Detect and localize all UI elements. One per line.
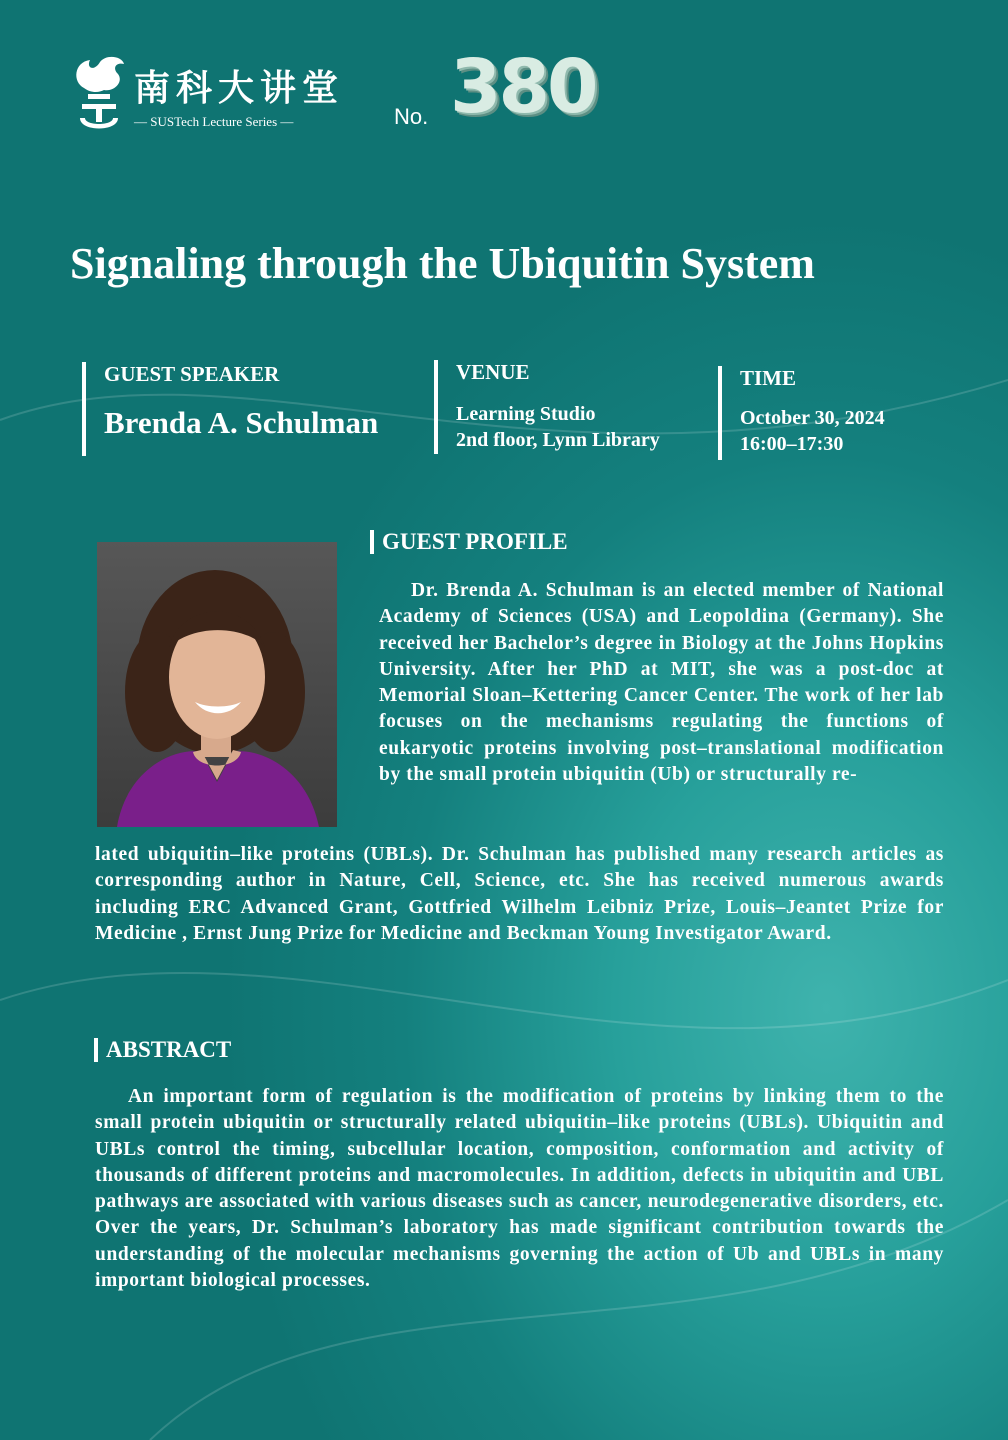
logo-english-text: — SUSTech Lecture Series — <box>134 114 294 129</box>
venue-block <box>434 360 660 454</box>
speaker-name: Brenda A. Schulman <box>104 405 379 440</box>
venue-line-1: Learning Studio <box>456 403 596 425</box>
lecture-title: Signaling through the Ubiquitin System <box>70 239 815 288</box>
speaker-block <box>82 362 378 456</box>
torch-logo-icon <box>70 52 128 136</box>
time-label: TIME <box>740 366 797 390</box>
venue-label: VENUE <box>456 360 530 384</box>
venue-line-2: 2nd floor, Lynn Library <box>456 429 660 451</box>
time-block <box>718 366 885 460</box>
logo-chinese-text: 南科大讲堂 <box>134 67 345 109</box>
lecture-number-label: No. <box>394 104 429 129</box>
header <box>70 44 670 142</box>
speaker-label: GUEST SPEAKER <box>104 362 280 386</box>
guest-profile-text-part-2: lated ubiquitin–like proteins (UBLs). Dr. Schulman has published many research articles as corresponding author in Nature, Cell, Science, etc. She has received numerous awards including ERC Advanced Grant, Gottfried Wilhelm Leibniz Prize, Louis–Jeantet Prize for Medicine , Ernst Jung Prize for Medicine and Beckman Young Investigator Award. <box>95 844 944 944</box>
speaker-photo <box>97 542 337 827</box>
time-date: October 30, 2024 <box>740 407 885 429</box>
time-hours: 16:00–17:30 <box>740 433 844 455</box>
speaker-portrait-image <box>97 542 337 827</box>
lecture-number-value: 380 <box>450 44 596 130</box>
abstract-heading: ABSTRACT <box>94 1038 231 1062</box>
abstract-text: An important form of regulation is the modification of proteins by linking them to the small protein ubiquitin or structurally related ubiquitin–like proteins (UBLs). Ubiquitin and UBLs control the timing, subcellular location, composition, conformation and activity of thousands of different proteins and macromolecules. In addition, defects in ubiquitin and UBL pathways are associated with various diseases such as cancer, neurodegenerative disorders, etc. Over the years, Dr. Schulman’s laboratory has made significant contribution towards the understanding of the molecular mechanisms governing the action of Ub and UBLs in many important biological processes. <box>95 1086 944 1292</box>
guest-profile-heading: GUEST PROFILE <box>370 530 568 554</box>
guest-profile-text-part-1: Dr. Brenda A. Schulman is an elected member of National Academy of Sciences (USA) and Leopoldina (Germany). She received her Bachelor’s degree in Biology at the Johns Hopkins University. After her PhD at MIT, she was a post-doc at Memorial Sloan–Kettering Cancer Center. The work of her lab focuses on the mechanisms regulating the functions of eukaryotic proteins involving post–translational modification by the small protein ubiquitin (Ub) or structurally re- <box>379 580 944 786</box>
